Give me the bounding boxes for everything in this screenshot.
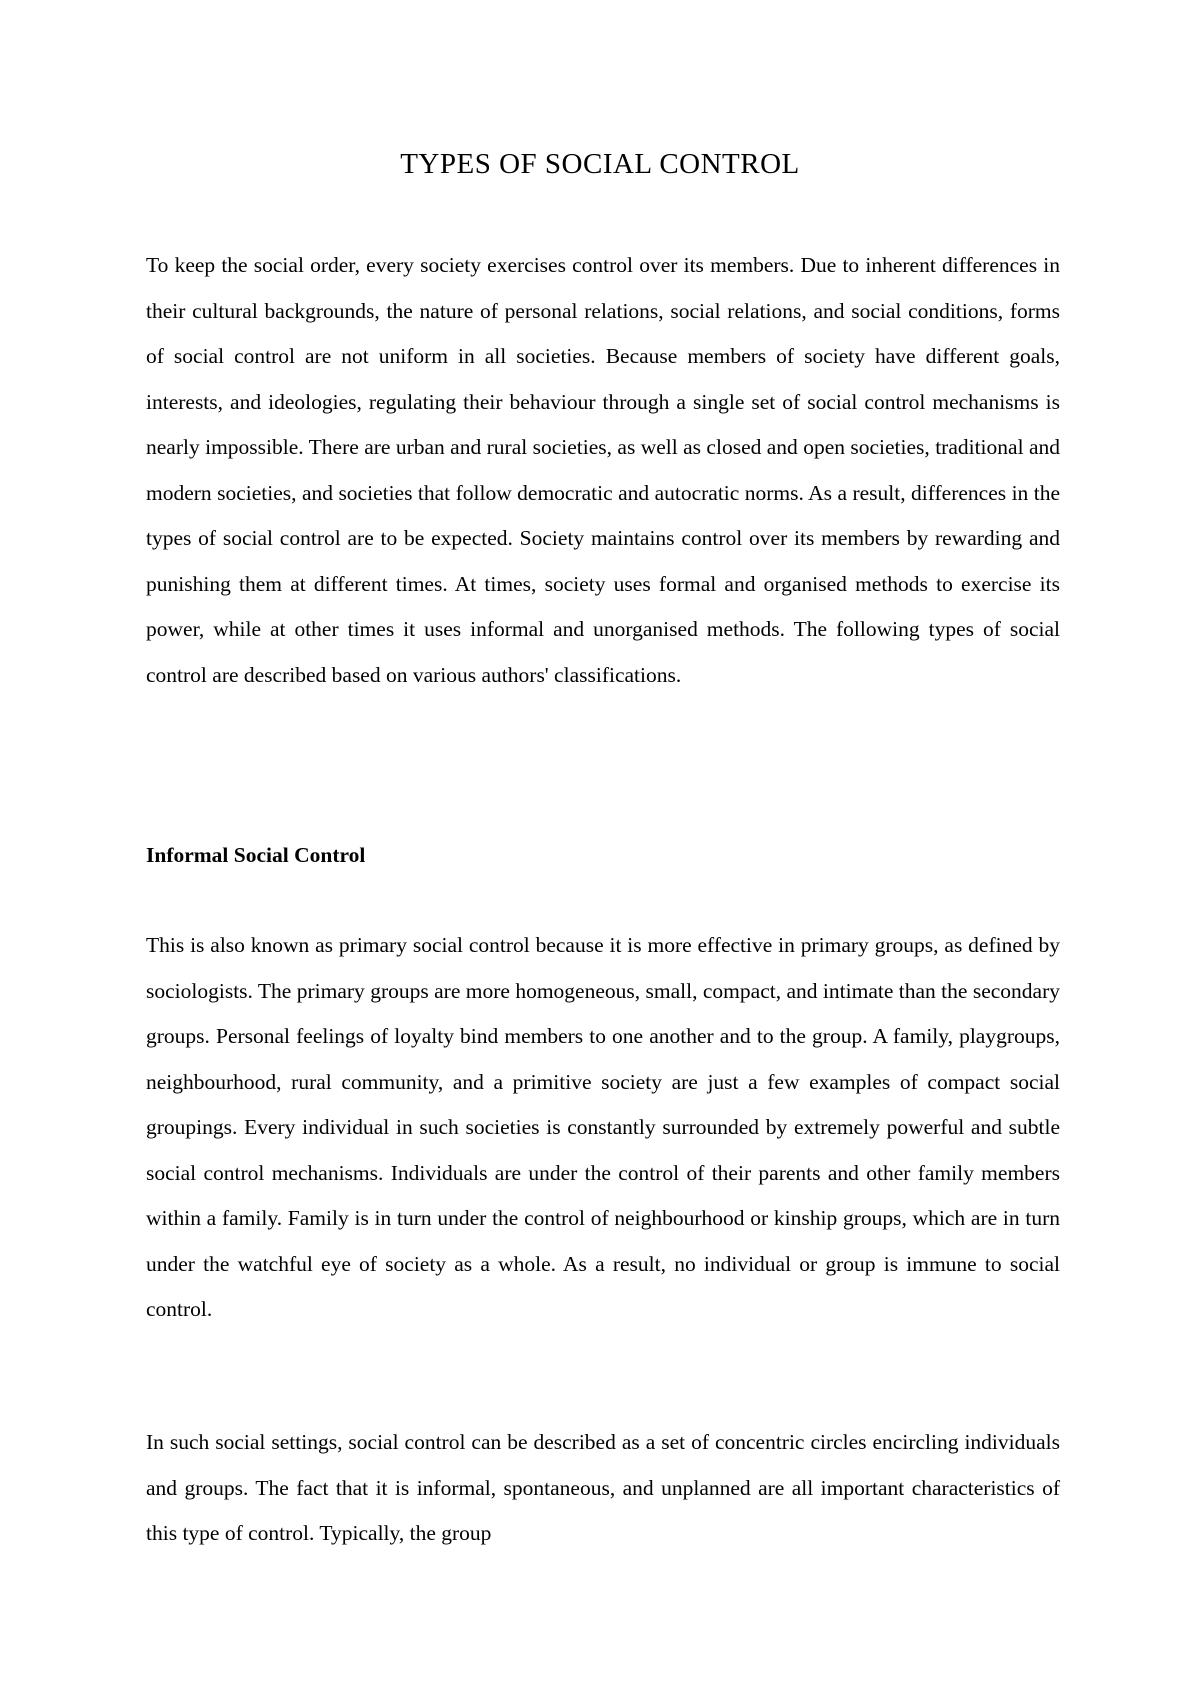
section-heading-informal-social-control: Informal Social Control [146,843,366,867]
informal-control-paragraph-1: This is also known as primary social control because it is more effective in primary groups, as defined by sociologists. The primary groups are more homogeneous, small, compact, and intimate than the secondary groups. Personal feelings of loyalty bind members to one another and to the group. A family, playgroups, neighbourhood, rural community, and a primitive society are just a few examples of compact social groupings. Every individual in such societies is constantly surrounded by extremely powerful and subtle social control mechanisms. Individuals are under the control of their parents and other family members within a family. Family is in turn under the control of neighbourhood or kinship groups, which are in turn under the watchful eye of society as a whole. As a result, no individual or group is immune to social control. [146,933,1060,1321]
page-title: TYPES OF SOCIAL CONTROL [400,148,800,180]
informal-control-paragraph-2: In such social settings, social control can be described as a set of concentric circles encircling individuals and groups. The fact that it is informal, spontaneous, and unplanned are all important characteristics of this type of control. Typically, the group [146,1430,1060,1545]
intro-paragraph: To keep the social order, every society exercises control over its members. Due to inherent differences in their cultural backgrounds, the nature of personal relations, social relations, and social conditions, forms of social control are not uniform in all societies. Because members of society have different goals, interests, and ideologies, regulating their behaviour through a single set of social control mechanisms is nearly impossible. There are urban and rural societies, as well as closed and open societies, traditional and modern societies, and societies that follow democratic and autocratic norms. As a result, differences in the types of social control are to be expected. Society maintains control over its members by rewarding and punishing them at different times. At times, society uses formal and organised methods to exercise its power, while at other times it uses informal and unorganised methods. The following types of social control are described based on various authors' classifications. [146,253,1060,687]
